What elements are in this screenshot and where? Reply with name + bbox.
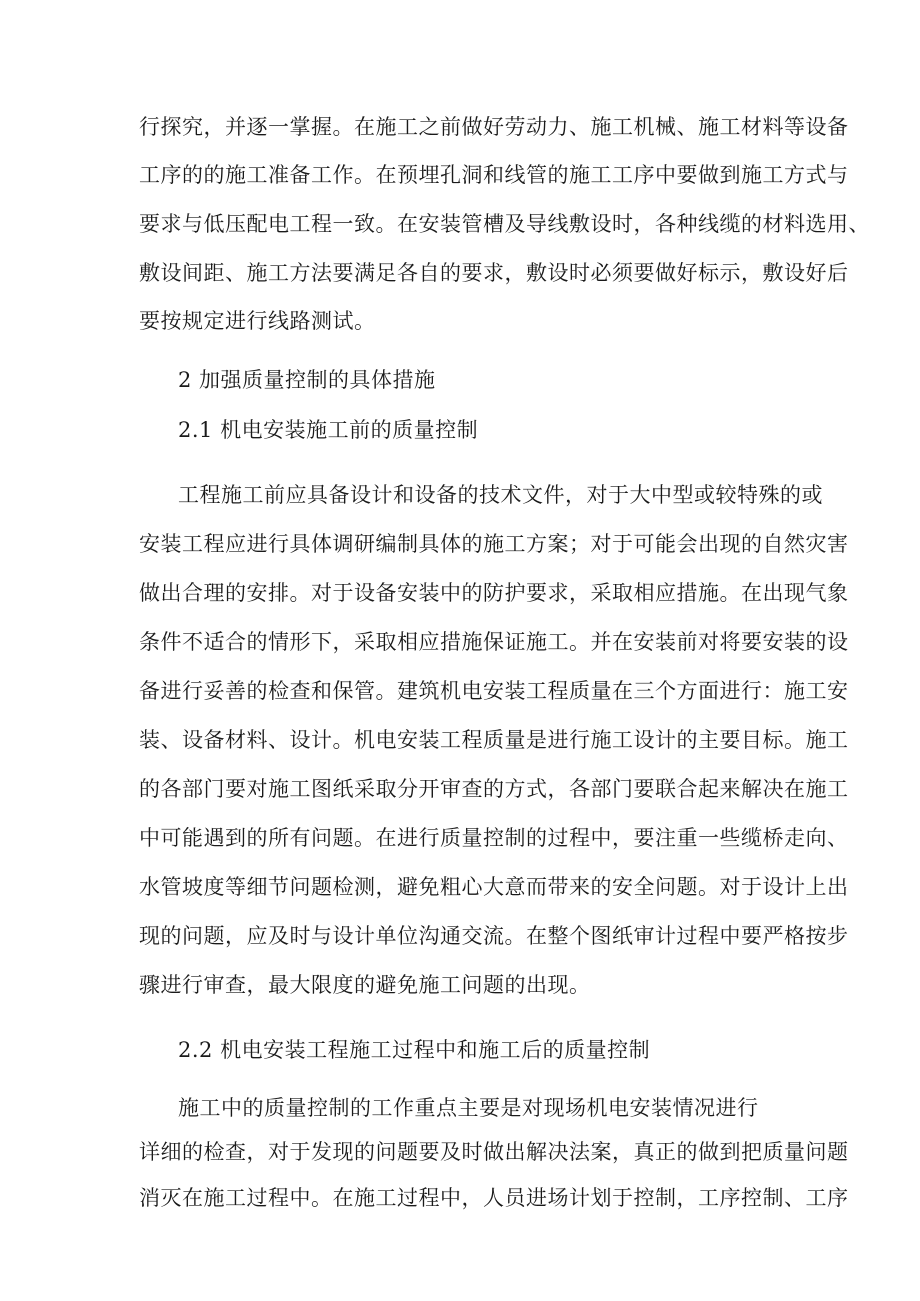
paragraph-2-line-2: 安装工程应进行具体调研编制具体的施工方案；对于可能会出现的自然灾害	[139, 532, 849, 556]
paragraph-2-line-9: 水管坡度等细节问题检测，避免粗心大意而带来的安全问题。对于设计上出	[139, 875, 849, 899]
paragraph-1-line-1: 行探究，并逐一掌握。在施工之前做好劳动力、施工机械、施工材料等设备	[139, 115, 849, 139]
paragraph-2-line-4: 条件不适合的情形下，采取相应措施保证施工。并在安装前对将要安装的设	[139, 630, 849, 654]
paragraph-2-line-6: 装、设备材料、设计。机电安装工程质量是进行施工设计的主要目标。施工	[139, 728, 849, 752]
paragraph-2-line-11: 骤进行审查，最大限度的避免施工问题的出现。	[139, 973, 591, 997]
paragraph-1-line-2: 工序的的施工准备工作。在预埋孔洞和线管的施工工序中要做到施工方式与	[139, 163, 849, 187]
section-heading-2-2: 2.2 机电安装工程施工过程中和施工后的质量控制	[178, 1038, 651, 1062]
paragraph-2-line-7: 的各部门要对施工图纸采取分开审查的方式，各部门要联合起来解决在施工	[139, 777, 849, 801]
paragraph-3-line-2: 详细的检查，对于发现的问题要及时做出解决法案，真正的做到把质量问题	[139, 1140, 849, 1164]
paragraph-2-line-10: 现的问题，应及时与设计单位沟通交流。在整个图纸审计过程中要严格按步	[139, 924, 849, 948]
paragraph-2-line-1: 工程施工前应具备设计和设备的技术文件，对于大中型或较特殊的或	[178, 483, 823, 507]
section-heading-2: 2 加强质量控制的具体措施	[178, 368, 436, 392]
paragraph-1-line-5: 要按规定进行线路测试。	[139, 309, 376, 333]
paragraph-3-line-3: 消灭在施工过程中。在施工过程中，人员进场计划于控制，工序控制、工序	[139, 1186, 849, 1210]
paragraph-1-line-4: 敷设间距、施工方法要满足各自的要求，敷设时必须要做好标示，敷设好后	[139, 261, 849, 285]
paragraph-2-line-5: 备进行妥善的检查和保管。建筑机电安装工程质量在三个方面进行：施工安	[139, 679, 849, 703]
paragraph-2-line-8: 中可能遇到的所有问题。在进行质量控制的过程中，要注重一些缆桥走向、	[139, 826, 849, 850]
section-heading-2-1: 2.1 机电安装施工前的质量控制	[178, 418, 479, 442]
paragraph-2-line-3: 做出合理的安排。对于设备安装中的防护要求，采取相应措施。在出现气象	[139, 581, 849, 605]
paragraph-3-line-1: 施工中的质量控制的工作重点主要是对现场机电安装情况进行	[178, 1096, 759, 1120]
paragraph-1-line-3: 要求与低压配电工程一致。在安装管槽及导线敷设时，各种线缆的材料选用、	[139, 212, 870, 236]
